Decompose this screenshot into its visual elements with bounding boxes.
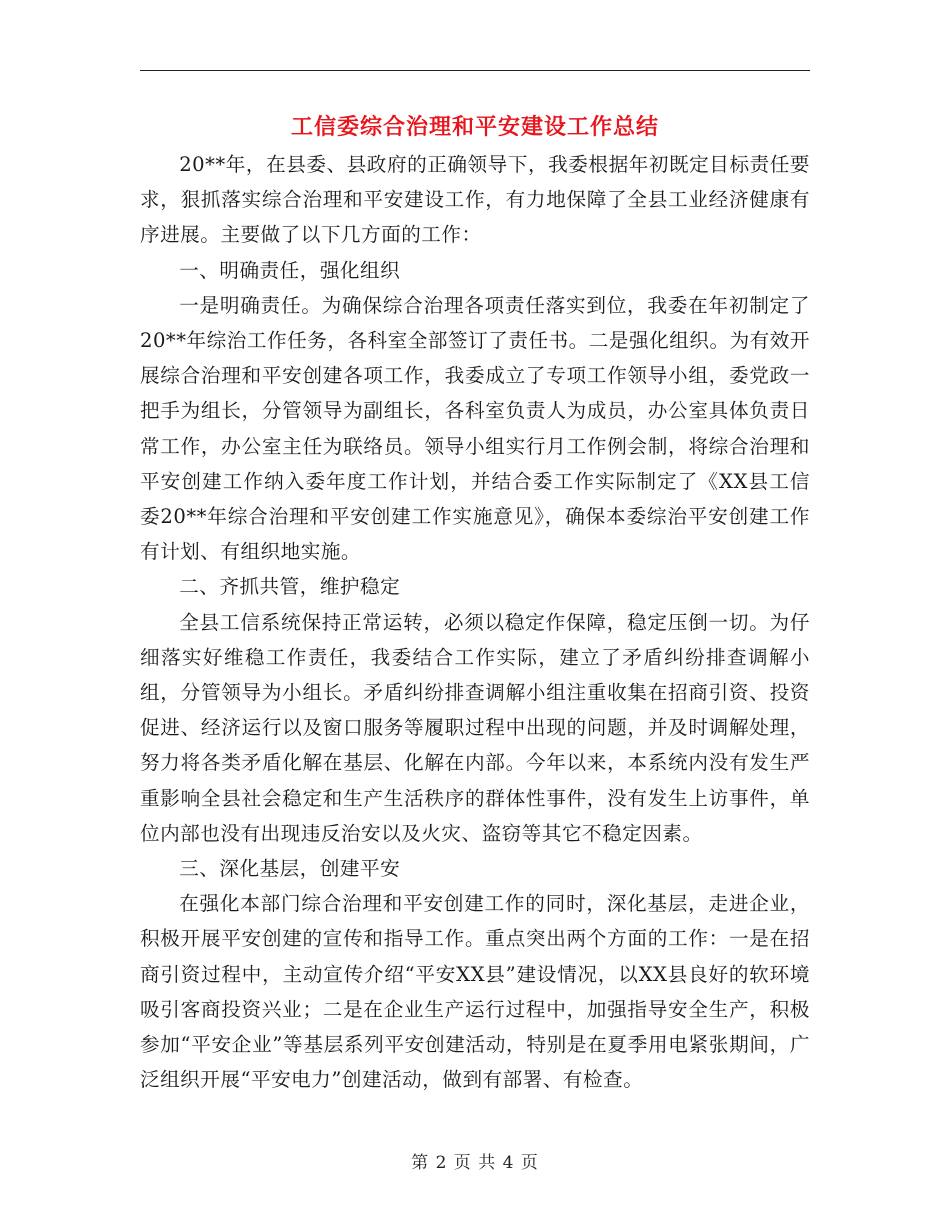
document-title: 工信委综合治理和平安建设工作总结 — [290, 115, 659, 140]
section-1-paragraph: 一是明确责任。为确保综合治理各项责任落实到位，我委在年初制定了20**年综治工作任务，各科室全部签订了责任书。二是强化组织。为有效开展综合治理和平安创建各项工作，我委成立了专项工作领导小组，委党政一把手为组长，分管领导为副组长，各科室负责人为成员，办公室具体负责日常工作，办公室主任为联络员。领导小组实行月工作例会制，将综合治理和平安创建工作纳入委年度工作计划，并结合委工作实际制定了《XX县工信委20**年综合治理和平安创建工作实施意见》，确保本委综治平安创建工作有计划、有组织地实施。 — [140, 293, 810, 564]
section-heading-1: 一、明确责任，强化组织 — [179, 258, 401, 282]
page-number-footer: 第 2 页 共 4 页 — [411, 1153, 539, 1173]
section-heading-3: 三、深化基层，创建平安 — [179, 857, 401, 881]
section-2-paragraph: 全县工信系统保持正常运转，必须以稳定作保障，稳定压倒一切。为仔细落实好维稳工作责任，我委结合工作实际，建立了矛盾纠纷排查调解小组，分管领导为小组长。矛盾纠纷排查调解小组注重收集在招商引资、投资促进、经济运行以及窗口服务等履职过程中出现的问题，并及时调解处理，努力将各类矛盾化解在基层、化解在内部。今年以来，本系统内没有发生严重影响全县社会稳定和生产生活秩序的群体性事件，没有发生上访事件，单位内部也没有出现违反治安以及火灾、盗窃等其它不稳定因素。 — [140, 610, 810, 845]
section-heading-2: 二、齐抓共管，维护稳定 — [179, 575, 401, 599]
header-rule — [140, 70, 810, 71]
document-body — [140, 147, 810, 1097]
intro-paragraph: 20**年，在县委、县政府的正确领导下，我委根据年初既定目标责任要求，狠抓落实综合治理和平安建设工作，有力地保障了全县工业经济健康有序进展。主要做了以下几方面的工作： — [140, 153, 810, 247]
section-3-paragraph: 在强化本部门综合治理和平安创建工作的同时，深化基层，走进企业，积极开展平安创建的宣传和指导工作。重点突出两个方面的工作：一是在招商引资过程中，主动宣传介绍“平安XX县”建设情况，以XX县良好的软环境吸引客商投资兴业；二是在企业生产运行过程中，加强指导安全生产，积极参加“平安企业”等基层系列平安创建活动，特别是在夏季用电紧张期间，广泛组织开展“平安电力”创建活动，做到有部署、有检查。 — [140, 892, 810, 1092]
